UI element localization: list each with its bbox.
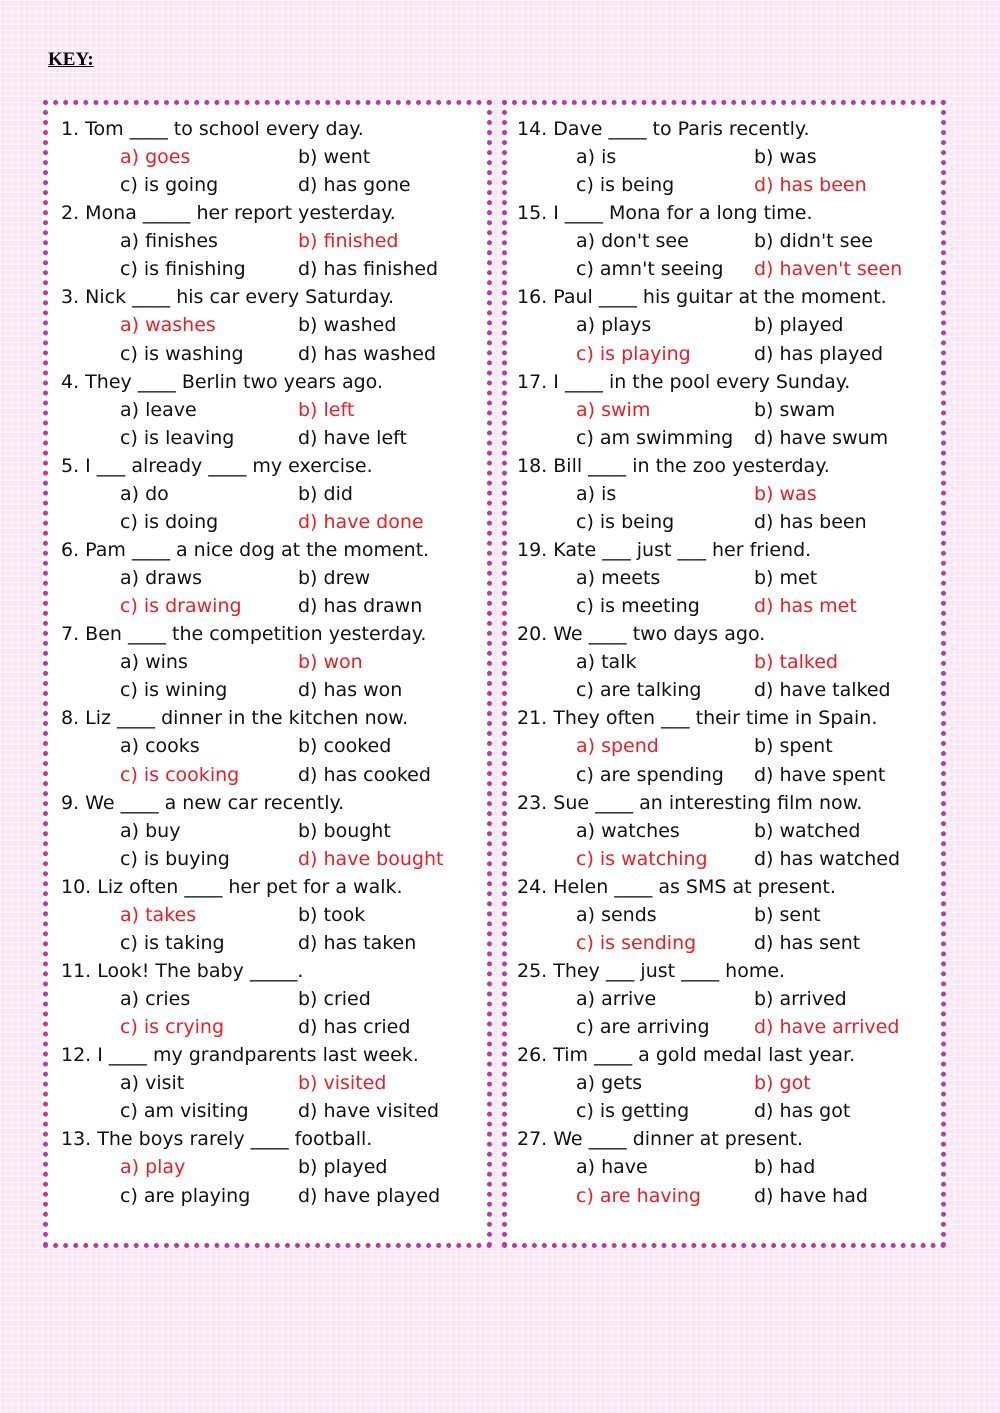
options-row	[507, 1097, 927, 1125]
answer-option: c) is meeting	[576, 595, 700, 618]
correct-option: b) visited	[298, 1072, 387, 1095]
answer-option: b) didn't see	[754, 230, 873, 253]
correct-option: c) is watching	[576, 847, 708, 870]
answer-option: b) spent	[754, 735, 833, 758]
answer-option: a) have	[576, 1156, 648, 1179]
answer-option: d) have left	[298, 426, 407, 449]
answer-option: a) cries	[120, 988, 191, 1011]
answer-option: d) has drawn	[298, 595, 423, 618]
options-row	[48, 761, 468, 789]
question-text: 13. The boys rarely ____ football.	[61, 1128, 373, 1151]
answer-option: b) cried	[298, 988, 371, 1011]
answer-option: a) arrive	[576, 988, 657, 1011]
options-row	[507, 676, 927, 704]
answer-option: d) have spent	[754, 763, 886, 786]
options-row	[48, 817, 468, 845]
question-text: 12. I ____ my grandparents last week.	[61, 1044, 419, 1067]
question-text: 19. Kate ___ just ___ her friend.	[517, 539, 812, 561]
answer-option: b) washed	[298, 314, 397, 337]
correct-option: b) got	[754, 1072, 811, 1095]
correct-option: c) is drawing	[120, 595, 242, 618]
answer-option: d) have had	[754, 1184, 868, 1207]
answer-option: d) has cried	[298, 1016, 411, 1039]
options-row	[507, 845, 927, 873]
correct-option: d) has met	[754, 595, 857, 618]
question-text: 24. Helen ____ as SMS at present.	[517, 875, 836, 898]
correct-option: a) swim	[576, 398, 651, 421]
answer-option: b) watched	[754, 819, 861, 842]
answer-option: d) has watched	[754, 847, 901, 870]
answer-option: a) talk	[576, 651, 637, 674]
options-row	[507, 1182, 927, 1210]
options-row	[507, 171, 927, 199]
answer-option: b) did	[298, 482, 353, 505]
question-text: 21. They often ___ their time in Spain.	[517, 707, 878, 730]
options-row	[48, 396, 468, 424]
options-row	[48, 676, 468, 704]
answer-option: a) cooks	[120, 735, 200, 758]
question-text: 2. Mona _____ her report yesterday.	[61, 202, 396, 225]
answer-option: b) took	[298, 903, 366, 926]
answer-option: a) is	[576, 146, 617, 169]
options-row	[48, 227, 468, 255]
answer-option: c) is being	[576, 174, 675, 197]
question-text: 23. Sue ____ an interesting film now.	[517, 791, 863, 814]
options-row	[507, 424, 927, 452]
correct-option: c) is cooking	[120, 763, 240, 786]
answer-option: b) played	[754, 314, 844, 337]
question-text: 1. Tom ____ to school every day.	[61, 118, 364, 140]
question-text: 17. I ____ in the pool every Sunday.	[517, 370, 851, 393]
answer-option: b) played	[298, 1156, 388, 1179]
correct-option: d) have arrived	[754, 1016, 900, 1039]
correct-option: c) are having	[576, 1184, 701, 1207]
options-row	[507, 480, 927, 508]
options-row	[507, 564, 927, 592]
question-text: 14. Dave ____ to Paris recently.	[517, 118, 810, 140]
answer-option: d) has taken	[298, 931, 417, 954]
options-row	[48, 845, 468, 873]
answer-option: a) do	[120, 482, 169, 505]
answer-option: a) finishes	[120, 230, 218, 253]
question-text: 20. We ____ two days ago.	[517, 623, 766, 646]
answer-option: c) are talking	[576, 679, 702, 702]
answer-option: c) is going	[120, 174, 219, 197]
options-row	[507, 396, 927, 424]
question-text: 9. We ____ a new car recently.	[61, 791, 345, 814]
answer-option: d) has won	[298, 679, 403, 702]
answer-option: a) plays	[576, 314, 652, 337]
correct-option: a) play	[120, 1156, 186, 1179]
answer-option: c) is washing	[120, 342, 244, 365]
answer-option: c) is leaving	[120, 426, 235, 449]
answer-option: d) has sent	[754, 931, 861, 954]
answer-option: d) have swum	[754, 426, 889, 449]
answer-option: c) is getting	[576, 1100, 690, 1123]
options-row	[507, 592, 927, 620]
options-row	[507, 143, 927, 171]
options-row	[48, 1153, 468, 1181]
correct-option: d) has been	[754, 174, 867, 197]
answer-option: c) are spending	[576, 763, 724, 786]
answer-option: c) is doing	[120, 510, 219, 533]
options-row	[507, 1153, 927, 1181]
answer-option: d) have visited	[298, 1100, 440, 1123]
question-text: 16. Paul ____ his guitar at the moment.	[517, 286, 887, 309]
options-row	[507, 227, 927, 255]
answer-option: b) went	[298, 146, 371, 169]
options-row	[507, 311, 927, 339]
options-row	[48, 424, 468, 452]
answer-option: d) have played	[298, 1184, 441, 1207]
answer-option: b) swam	[754, 398, 836, 421]
options-row	[507, 732, 927, 760]
correct-option: a) goes	[120, 146, 191, 169]
correct-option: a) takes	[120, 903, 197, 926]
options-row	[507, 985, 927, 1013]
options-row	[48, 564, 468, 592]
options-row	[48, 143, 468, 171]
question-text: 26. Tim ____ a gold medal last year.	[517, 1044, 856, 1067]
options-row	[507, 761, 927, 789]
correct-option: a) washes	[120, 314, 216, 337]
question-text: 8. Liz ____ dinner in the kitchen now.	[61, 707, 409, 730]
correct-option: b) won	[298, 651, 363, 674]
options-row	[48, 508, 468, 536]
options-row	[507, 340, 927, 368]
answer-option: d) has played	[754, 342, 884, 365]
options-row	[48, 1069, 468, 1097]
options-row	[48, 929, 468, 957]
correct-option: c) is sending	[576, 931, 697, 954]
options-row	[48, 901, 468, 929]
answer-option: d) has gone	[298, 174, 411, 197]
options-row	[48, 311, 468, 339]
options-row	[507, 929, 927, 957]
answer-option: d) has got	[754, 1100, 851, 1123]
answer-option: d) have talked	[754, 679, 891, 702]
answer-option: a) watches	[576, 819, 680, 842]
answer-option: a) gets	[576, 1072, 643, 1095]
correct-option: d) have bought	[298, 847, 444, 870]
answer-option: b) sent	[754, 903, 821, 926]
question-text: 15. I ____ Mona for a long time.	[517, 202, 813, 225]
answer-option: a) wins	[120, 651, 188, 674]
answer-option: b) met	[754, 567, 818, 590]
question-text: 4. They ____ Berlin two years ago.	[61, 370, 384, 393]
options-row	[507, 255, 927, 283]
answer-option: a) draws	[120, 567, 203, 590]
correct-option: b) left	[298, 398, 355, 421]
answer-option: a) visit	[120, 1072, 185, 1095]
correct-option: c) is crying	[120, 1016, 224, 1039]
options-row	[48, 985, 468, 1013]
options-row	[48, 1013, 468, 1041]
options-row	[507, 508, 927, 536]
options-row	[507, 648, 927, 676]
correct-option: a) spend	[576, 735, 659, 758]
answer-option: b) was	[754, 146, 817, 169]
options-row	[507, 1069, 927, 1097]
answer-option: b) drew	[298, 567, 371, 590]
answer-option: c) amn't seeing	[576, 258, 724, 281]
correct-option: d) haven't seen	[754, 258, 903, 281]
answer-option: b) bought	[298, 819, 391, 842]
page-title: KEY:	[48, 49, 94, 70]
correct-option: b) talked	[754, 651, 838, 674]
options-row	[48, 255, 468, 283]
answer-option: b) cooked	[298, 735, 392, 758]
answer-option: c) are arriving	[576, 1016, 710, 1039]
answer-option: d) has washed	[298, 342, 437, 365]
question-text: 6. Pam ____ a nice dog at the moment.	[61, 539, 430, 561]
question-text: 27. We ____ dinner at present.	[517, 1128, 804, 1151]
answer-option: c) is finishing	[120, 258, 246, 281]
answer-option: c) am visiting	[120, 1100, 249, 1123]
answer-option: c) are playing	[120, 1184, 251, 1207]
answer-option: a) don't see	[576, 230, 689, 253]
options-row	[48, 480, 468, 508]
question-text: 11. Look! The baby _____.	[61, 960, 304, 982]
answer-option: c) is taking	[120, 931, 225, 954]
question-text: 18. Bill ____ in the zoo yesterday.	[517, 454, 830, 477]
answer-option: d) has been	[754, 510, 867, 533]
options-row	[507, 1013, 927, 1041]
options-row	[507, 901, 927, 929]
question-text: 5. I ___ already ____ my exercise.	[61, 454, 373, 477]
answer-option: a) is	[576, 482, 617, 505]
answer-option: c) is buying	[120, 847, 230, 870]
options-row	[48, 1097, 468, 1125]
answer-option: c) am swimming	[576, 426, 734, 449]
options-row	[507, 817, 927, 845]
answer-option: a) leave	[120, 398, 197, 421]
correct-option: d) have done	[298, 510, 424, 533]
correct-option: c) is playing	[576, 342, 691, 365]
right-answer-panel	[502, 100, 946, 1248]
correct-option: b) was	[754, 482, 817, 505]
options-row	[48, 732, 468, 760]
options-row	[48, 592, 468, 620]
answer-option: a) sends	[576, 903, 657, 926]
left-answer-panel	[43, 100, 492, 1248]
answer-option: d) has cooked	[298, 763, 431, 786]
options-row	[48, 1182, 468, 1210]
options-row	[48, 340, 468, 368]
answer-option: d) has finished	[298, 258, 439, 281]
question-text: 25. They ___ just ____ home.	[517, 960, 786, 982]
answer-option: a) meets	[576, 567, 661, 590]
answer-option: c) is being	[576, 510, 675, 533]
answer-option: b) had	[754, 1156, 816, 1179]
answer-option: a) buy	[120, 819, 181, 842]
question-text: 3. Nick ____ his car every Saturday.	[61, 286, 395, 309]
options-row	[48, 648, 468, 676]
options-row	[48, 171, 468, 199]
answer-option: c) is wining	[120, 679, 228, 702]
question-text: 7. Ben ____ the competition yesterday.	[61, 623, 427, 646]
correct-option: b) finished	[298, 230, 399, 253]
answer-option: b) arrived	[754, 988, 847, 1011]
question-text: 10. Liz often ____ her pet for a walk.	[61, 875, 403, 898]
